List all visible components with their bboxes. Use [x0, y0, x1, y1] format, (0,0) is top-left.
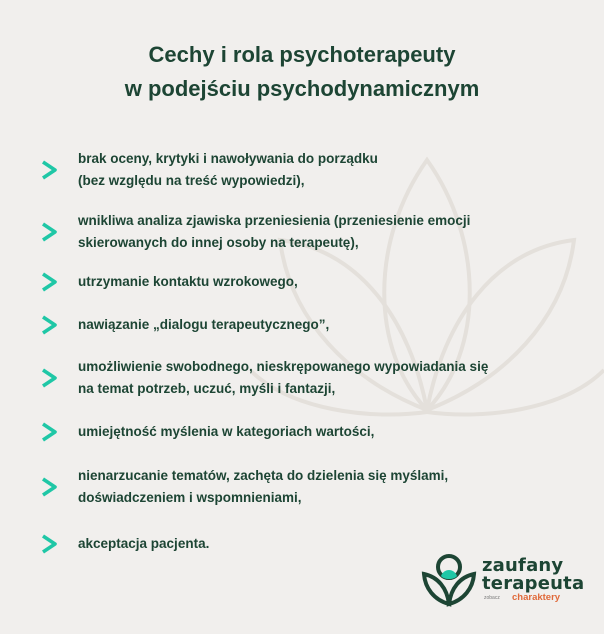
logo-brand-text: charaktery: [512, 592, 561, 603]
chevron-right-icon: [40, 315, 58, 335]
list-item: [40, 421, 580, 443]
logo-small-text: zobacz: [484, 595, 500, 601]
list-item-text: (bez względu na treść wypowiedzi),: [78, 173, 305, 188]
list-item: [40, 356, 580, 400]
chevron-right-icon: [40, 477, 58, 497]
list-item: [40, 465, 580, 509]
list-item-text: nienarzucanie tematów, zachęta do dzielenia się myślami,: [78, 468, 449, 483]
chevron-right-icon: [40, 368, 58, 388]
list-item: [40, 148, 580, 192]
lotus-logo-icon: [420, 550, 478, 608]
list-item-text: na temat potrzeb, uczuć, myśli i fantazji,: [78, 381, 336, 396]
chevron-right-icon: [40, 534, 58, 554]
list-item-text: wnikliwa analiza zjawiska przeniesienia (przeniesienie emocji: [78, 213, 471, 228]
list-item-text: doświadczeniem i wspomnieniami,: [78, 490, 302, 505]
title-line-1: Cechy i rola psychoterapeuty: [148, 42, 456, 67]
logo-text-line-1: zaufany: [482, 555, 564, 576]
list-item-text: nawiązanie „dialogu terapeutycznego”,: [78, 317, 330, 332]
list-item-text: utrzymanie kontaktu wzrokowego,: [78, 274, 298, 289]
chevron-right-icon: [40, 272, 58, 292]
list-item: [40, 210, 580, 254]
logo-text-line-2: terapeuta: [482, 573, 585, 594]
list-item-text: umożliwienie swobodnego, nieskrępowanego wypowiadania się: [78, 359, 489, 374]
title-line-2: w podejściu psychodynamicznym: [124, 76, 480, 101]
chevron-right-icon: [40, 222, 58, 242]
chevron-right-icon: [40, 422, 58, 442]
list-item: [40, 314, 580, 336]
list-item-text: akceptacja pacjenta.: [78, 536, 210, 551]
list-item: [40, 271, 580, 293]
chevron-right-icon: [40, 160, 58, 180]
list-item-text: umiejętność myślenia w kategoriach wartości,: [78, 424, 375, 439]
page-title: [0, 38, 604, 106]
zaufany-terapeuta-logo: [420, 548, 585, 610]
list-item-text: brak oceny, krytyki i nawoływania do porządku: [78, 151, 378, 166]
list-item-text: skierowanych do innej osoby na terapeutę),: [78, 235, 359, 250]
